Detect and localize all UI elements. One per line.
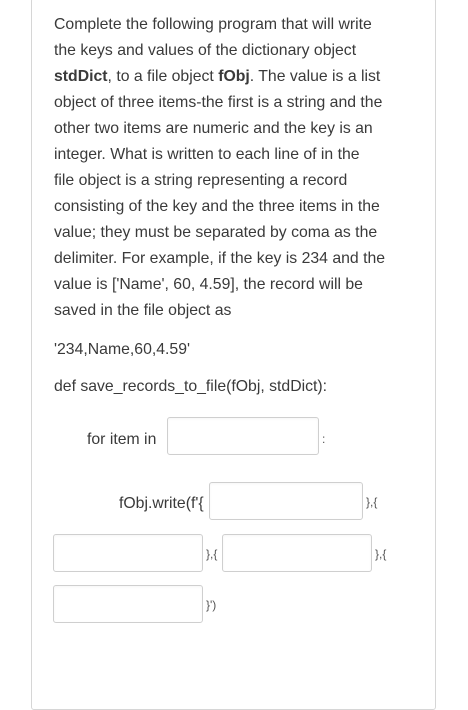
question-line: the keys and values of the dictionary object	[54, 42, 357, 59]
blank-value-1-input[interactable]	[222, 534, 372, 572]
question-line: . The value is a list	[249, 68, 381, 85]
question-line: saved in the file object as	[54, 302, 232, 319]
blank-key-input[interactable]	[209, 482, 363, 520]
question-line: object of three items-the first is a string and the	[54, 94, 383, 111]
question-line: value is ['Name', 60, 4.59], the record will be	[54, 276, 363, 293]
question-line: value; they must be separated by coma as the	[54, 224, 378, 241]
for-loop-colon: :	[322, 432, 326, 446]
question-line: other two items are numeric and the key is an	[54, 120, 373, 137]
for-loop-label: for item in	[87, 431, 157, 448]
separator-3: },{	[375, 547, 387, 561]
separator-2: },{	[206, 547, 218, 561]
question-line: , to a file object	[107, 68, 219, 85]
blank-for-iterable-input[interactable]	[167, 417, 319, 455]
question-line: delimiter. For example, if the key is 234 and the	[54, 250, 386, 267]
question-line: file object is a string representing a record	[54, 172, 348, 189]
question-line: Complete the following program that will write	[54, 16, 372, 33]
question-text	[54, 12, 424, 324]
blank-value-2-input[interactable]	[53, 585, 203, 623]
file-object-name: fObj	[218, 68, 250, 85]
question-line: integer. What is written to each line of in the	[54, 146, 360, 163]
blank-name-input[interactable]	[53, 534, 203, 572]
write-call-label: fObj.write(f'{	[119, 495, 204, 512]
function-definition: def save_records_to_file(fObj, stdDict):	[54, 378, 328, 395]
example-record: '234,Name,60,4.59'	[54, 341, 191, 358]
dict-name: stdDict	[54, 68, 108, 85]
write-call-end: }')	[206, 598, 217, 612]
separator-1: },{	[366, 495, 378, 509]
question-line: consisting of the key and the three items in the	[54, 198, 380, 215]
